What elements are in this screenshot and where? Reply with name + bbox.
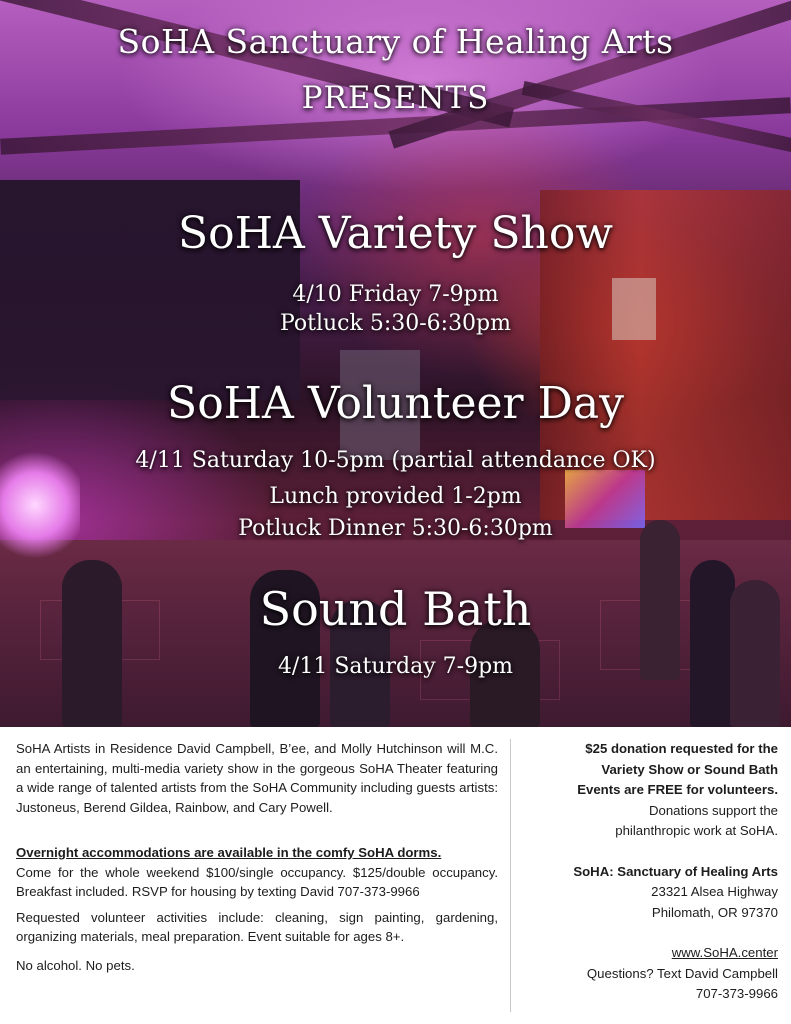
event-time: Potluck 5:30-6:30pm [279,311,512,336]
free-note: Events are FREE for volunteers. [577,782,778,797]
org-name: SoHA: Sanctuary of Healing Arts [573,863,778,879]
details-column [16,739,498,975]
support-line: philanthropic work at SoHA. [615,823,778,838]
volunteer-paragraph: Requested volunteer activities include: cleaning, sign painting, gardening, organizing materials, meal preparation. Event suitable for ages 8+. [16,909,498,944]
event-title-soundbath: Sound Bath [259,582,532,636]
event-time: 4/10 Friday 7-9pm [292,282,499,307]
phone-number: 707-373-9966 [695,986,778,1001]
website-link[interactable]: www.SoHA.center [671,945,778,960]
address-line: Philomath, OR 97370 [651,904,778,920]
event-time: 4/11 Saturday 10-5pm (partial attendance OK) [135,448,656,473]
info-section [0,727,791,1024]
overnight-heading: Overnight accommodations are available in the comfy SoHA dorms. [16,845,442,860]
donation-line: Variety Show or Sound Bath [601,761,778,777]
event-title-variety: SoHA Variety Show [177,208,614,259]
questions-line: Questions? Text David Campbell [586,965,778,981]
presents-heading: PRESENTS [301,80,490,116]
org-title: SoHA Sanctuary of Healing Arts [117,22,674,61]
event-time: Lunch provided 1-2pm [269,484,522,509]
donation-line: $25 donation requested for the [585,741,778,756]
intro-paragraph: SoHA Artists in Residence David Campbell, B’ee, and Molly Hutchinson will M.C. an entertaining, multi-media variety show in the gorgeous SoHA Theater featuring a wide range of talented artists from the SoHA Community including guests artists: Justoneus, Berend Gildea, Rainbow, and Cary Powell. [16,741,498,815]
contact-column [518,739,778,1005]
support-line: Donations support the [648,802,778,818]
event-time: 4/11 Saturday 7-9pm [277,654,514,679]
event-time: Potluck Dinner 5:30-6:30pm [238,516,553,541]
overnight-paragraph: Come for the whole weekend $100/single occupancy. $125/double occupancy. Breakfast included. RSVP for housing by texting David 707-373-9966 [16,864,498,899]
rules-text: No alcohol. No pets. [16,957,135,973]
column-divider [510,739,511,1012]
event-title-volunteer: SoHA Volunteer Day [167,378,624,429]
address-line: 23321 Alsea Highway [651,884,778,899]
